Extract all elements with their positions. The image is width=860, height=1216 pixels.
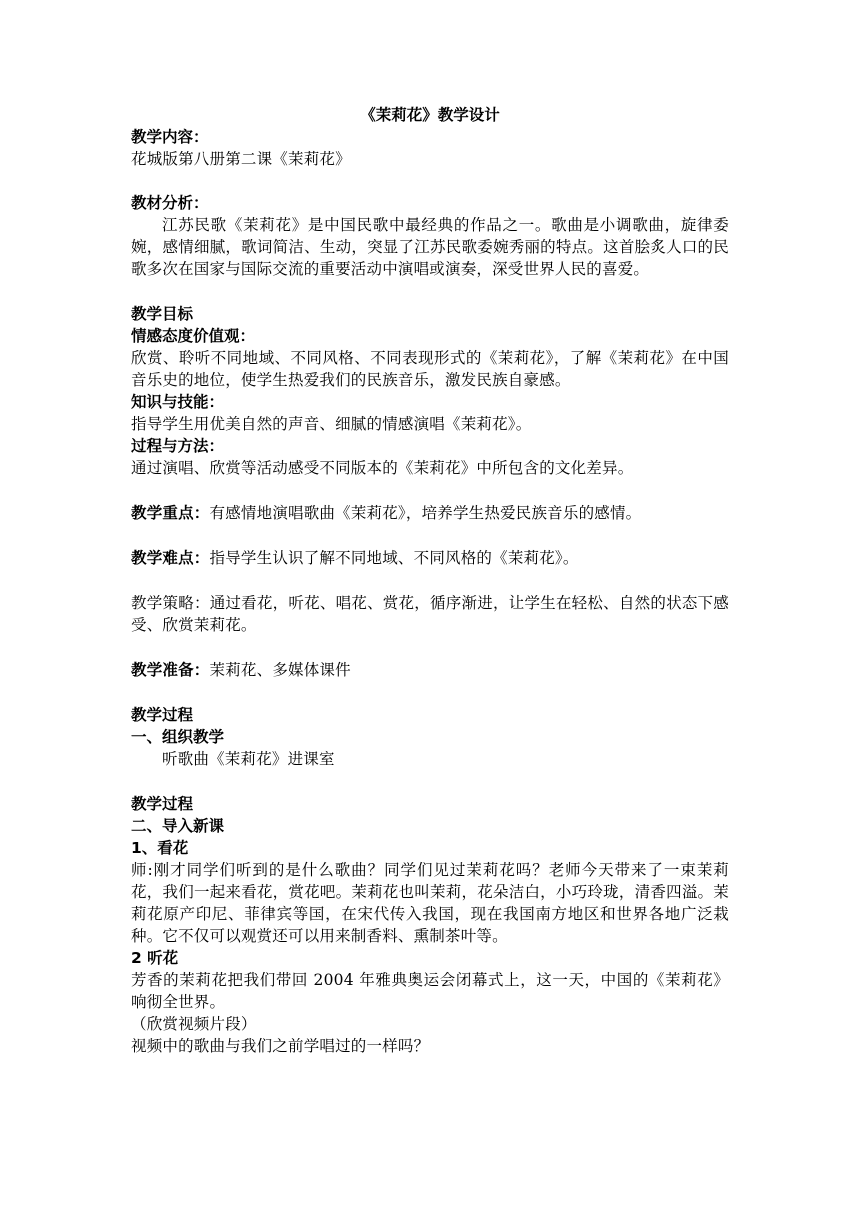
key-point: [131, 502, 729, 524]
document-title: 《茉莉花》教学设计: [360, 106, 500, 124]
step1-text: 师:刚才同学们听到的是什么歌曲？同学们见过茉莉花吗？老师今天带来了一束茉莉花，我们一起来看花，赏花吧。茉莉花也叫茉莉，花朵洁白，小巧玲珑，清香四溢。茉莉花原产印尼、菲律宾等国，在宋代传入我国，现在我国南方地区和世界各地广泛栽种。它不仅可以观赏还可以用来制香料、熏制茶叶等。: [131, 861, 729, 945]
step2-question: 视频中的歌曲与我们之前学唱过的一样吗？: [131, 1037, 430, 1055]
content-text: 花城版第八册第二课《茉莉花》: [131, 150, 351, 168]
difficulty: [131, 547, 729, 569]
strategy-text: 教学策略：通过看花，听花、唱花、赏花，循序渐进，让学生在轻松、自然的状态下感受、欣赏茉莉花。: [131, 594, 729, 634]
goals-heading: 教学目标: [131, 305, 194, 323]
process2-sub: 二、导入新课: [131, 817, 225, 835]
process2-heading: 教学过程: [131, 795, 194, 813]
process1-text: 听歌曲《茉莉花》进课室: [162, 750, 335, 768]
key-point-text: 有感情地演唱歌曲《茉莉花》，培养学生热爱民族音乐的感情。: [209, 504, 642, 522]
skill-text: 指导学生用优美自然的声音、细腻的情感演唱《茉莉花》。: [131, 415, 532, 433]
step2-text: 芳香的茉莉花把我们带回 2004 年雅典奥运会闭幕式上，这一天，中国的《茉莉花》响彻全世界。: [131, 971, 729, 1011]
difficulty-text: 指导学生认识了解不同地域、不同风格的《茉莉花》。: [209, 549, 579, 567]
step1-heading: 1、看花: [131, 839, 189, 857]
document-page: [131, 104, 729, 1057]
skill-heading: 知识与技能：: [131, 393, 225, 411]
preparation-label: 教学准备：: [131, 661, 210, 679]
step2-heading: 2 听花: [131, 949, 179, 967]
emotion-text: 欣赏、聆听不同地域、不同风格、不同表现形式的《茉莉花》，了解《茉莉花》在中国音乐史的地位，使学生热爱我们的民族音乐，激发民族自豪感。: [131, 349, 729, 389]
content-heading: 教学内容：: [131, 128, 209, 146]
analysis-heading: 教材分析：: [131, 194, 209, 212]
preparation: [131, 659, 729, 681]
method-heading: 过程与方法：: [131, 437, 225, 455]
analysis-text: 江苏民歌《茉莉花》是中国民歌中最经典的作品之一。歌曲是小调歌曲，旋律委婉，感情细腻，歌词简洁、生动，突显了江苏民歌委婉秀丽的特点。这首脍炙人口的民歌多次在国家与国际交流的重要活动中演唱或演奏，深受世界人民的喜爱。: [131, 216, 729, 278]
method-text: 通过演唱、欣赏等活动感受不同版本的《茉莉花》中所包含的文化差异。: [131, 459, 634, 477]
step2-note: （欣赏视频片段）: [131, 1015, 257, 1033]
key-point-label: 教学重点：: [131, 504, 210, 522]
preparation-text: 茉莉花、多媒体课件: [209, 661, 351, 679]
difficulty-label: 教学难点：: [131, 549, 210, 567]
process1-sub: 一、组织教学: [131, 728, 225, 746]
emotion-heading: 情感态度价值观：: [131, 327, 256, 345]
process1-heading: 教学过程: [131, 706, 194, 724]
